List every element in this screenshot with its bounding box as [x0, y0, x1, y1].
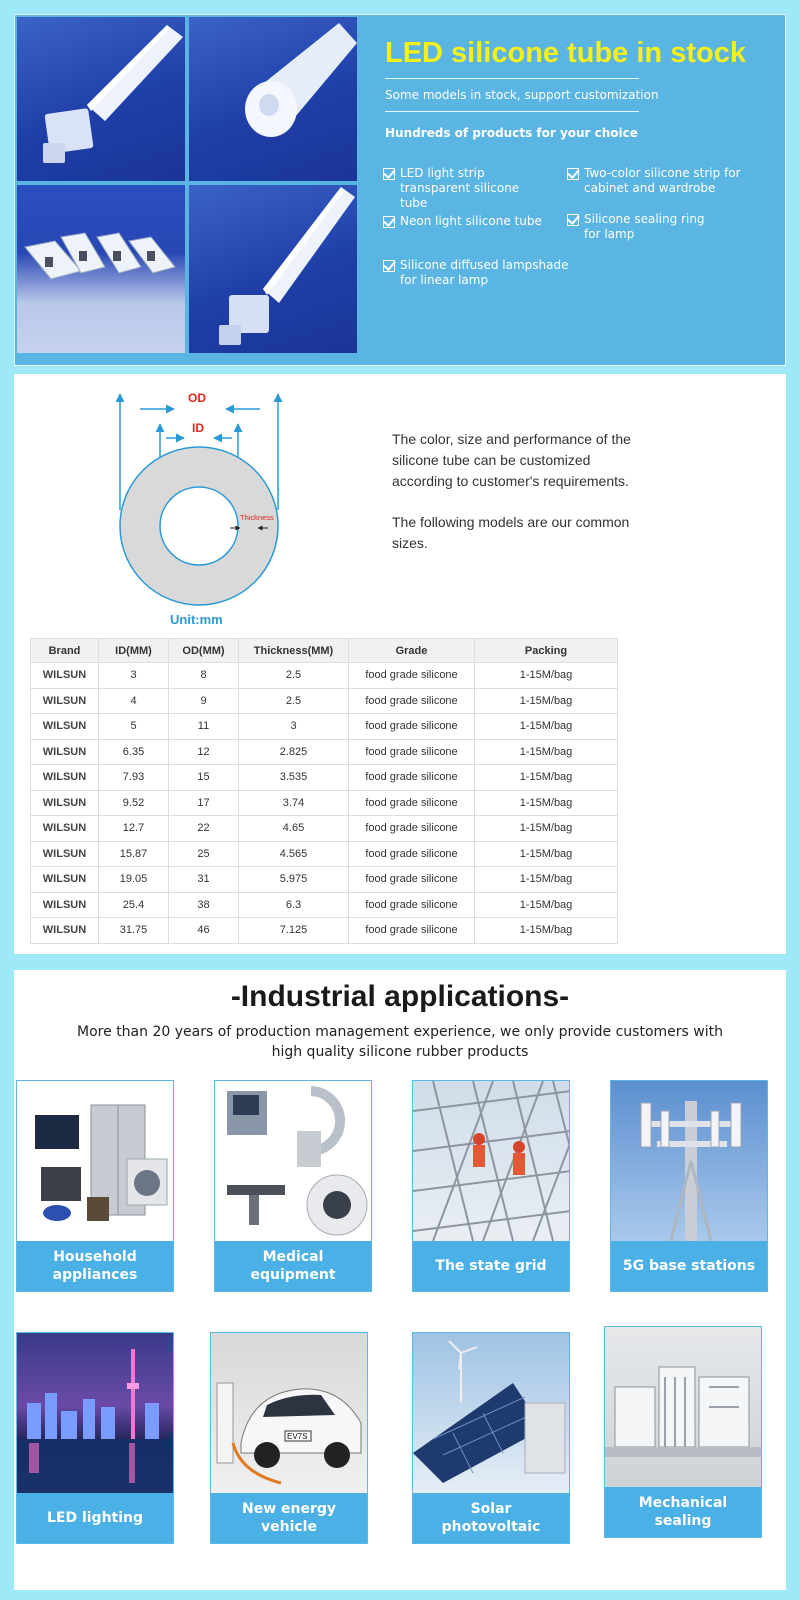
applications-section — [14, 970, 786, 1590]
cell-brand: WILSUN — [31, 867, 99, 893]
solar-photovoltaic-image — [413, 1333, 569, 1493]
cell-od: 9 — [169, 688, 239, 714]
checkbox-icon — [383, 216, 395, 228]
cell-thickness: 7.125 — [239, 918, 349, 944]
cell-id: 15.87 — [99, 841, 169, 867]
cell-id: 6.35 — [99, 739, 169, 765]
cell-od: 46 — [169, 918, 239, 944]
table-row — [31, 867, 618, 893]
card-label: 5G base stations — [611, 1241, 767, 1291]
product-photo-strip-with-cap — [17, 17, 185, 181]
cell-brand: WILSUN — [31, 918, 99, 944]
cell-grade: food grade silicone — [349, 739, 475, 765]
card-label: Solar photovoltaic — [413, 1493, 569, 1543]
cell-thickness: 2.5 — [239, 663, 349, 689]
cell-od: 11 — [169, 714, 239, 740]
feature-item — [567, 212, 714, 242]
5g-base-stations-image — [611, 1081, 767, 1241]
new-energy-vehicle-image — [211, 1333, 367, 1493]
cell-id: 12.7 — [99, 816, 169, 842]
cell-id: 31.75 — [99, 918, 169, 944]
cell-grade: food grade silicone — [349, 688, 475, 714]
feature-label: Silicone diffused lampshade for linear lamp — [400, 258, 569, 287]
cell-grade: food grade silicone — [349, 790, 475, 816]
cell-od: 38 — [169, 892, 239, 918]
table-row — [31, 841, 618, 867]
household-appliances-image — [17, 1081, 173, 1241]
spec-description — [392, 429, 632, 574]
table-row — [31, 765, 618, 791]
cell-thickness: 3.535 — [239, 765, 349, 791]
cell-od: 22 — [169, 816, 239, 842]
cell-od: 12 — [169, 739, 239, 765]
cell-brand: WILSUN — [31, 714, 99, 740]
cell-brand: WILSUN — [31, 790, 99, 816]
feature-item — [383, 166, 550, 211]
header-id: ID(MM) — [99, 639, 169, 663]
cell-id: 7.93 — [99, 765, 169, 791]
app-card-solar-photovoltaic[interactable] — [412, 1332, 570, 1544]
cell-brand: WILSUN — [31, 841, 99, 867]
cell-id: 4 — [99, 688, 169, 714]
cell-thickness: 5.975 — [239, 867, 349, 893]
cell-brand: WILSUN — [31, 663, 99, 689]
cell-od: 17 — [169, 790, 239, 816]
cell-grade: food grade silicone — [349, 663, 475, 689]
cell-id: 25.4 — [99, 892, 169, 918]
cell-packing: 1-15M/bag — [475, 816, 618, 842]
table-row — [31, 892, 618, 918]
feature-label: Two-color silicone strip for cabinet and wardrobe — [584, 166, 741, 195]
cell-thickness: 3 — [239, 714, 349, 740]
specs-section — [14, 374, 786, 954]
cell-id: 5 — [99, 714, 169, 740]
cell-brand: WILSUN — [31, 765, 99, 791]
hero-tagline: Hundreds of products for your choice — [385, 126, 638, 140]
table-row — [31, 714, 618, 740]
cell-grade: food grade silicone — [349, 892, 475, 918]
header-thickness: Thickness(MM) — [239, 639, 349, 663]
app-card-medical-equipment[interactable] — [214, 1080, 372, 1292]
feature-item — [567, 166, 744, 196]
car-plate: EV7S — [287, 1432, 308, 1441]
table-row — [31, 816, 618, 842]
cell-id: 3 — [99, 663, 169, 689]
header-packing: Packing — [475, 639, 618, 663]
mechanical-sealing-image — [605, 1327, 761, 1487]
table-row — [31, 688, 618, 714]
cell-thickness: 2.825 — [239, 739, 349, 765]
header-brand: Brand — [31, 639, 99, 663]
size-table-body — [31, 663, 618, 944]
cell-brand: WILSUN — [31, 688, 99, 714]
card-label: Household appliances — [17, 1241, 173, 1291]
feature-label: LED light strip transparent silicone tube — [400, 166, 520, 210]
spec-paragraph-1: The color, size and performance of the silicone tube can be customized according to customer's requirements. — [392, 431, 631, 489]
product-photo-profile-pieces — [17, 185, 185, 353]
led-lighting-image — [17, 1333, 173, 1493]
cell-od: 25 — [169, 841, 239, 867]
cell-packing: 1-15M/bag — [475, 841, 618, 867]
cell-od: 31 — [169, 867, 239, 893]
checkbox-icon — [567, 214, 579, 226]
card-label: New energy vehicle — [211, 1493, 367, 1543]
cell-packing: 1-15M/bag — [475, 918, 618, 944]
app-card-new-energy-vehicle[interactable] — [210, 1332, 368, 1544]
cell-packing: 1-15M/bag — [475, 739, 618, 765]
feature-label: Neon light silicone tube — [400, 214, 542, 228]
feature-item — [383, 258, 570, 288]
cell-thickness: 4.565 — [239, 841, 349, 867]
size-table — [30, 638, 618, 944]
cell-brand: WILSUN — [31, 739, 99, 765]
thickness-label: Thickness — [240, 513, 274, 522]
cell-id: 19.05 — [99, 867, 169, 893]
hero-title: LED silicone tube in stock — [385, 37, 746, 69]
od-label: OD — [188, 391, 206, 405]
cell-grade: food grade silicone — [349, 841, 475, 867]
table-row — [31, 663, 618, 689]
applications-title: -Industrial applications- — [230, 980, 570, 1013]
cell-grade: food grade silicone — [349, 867, 475, 893]
app-card-led-lighting[interactable] — [16, 1332, 174, 1544]
spec-paragraph-2: The following models are our common sizes. — [392, 514, 630, 551]
card-label: Mechanical sealing — [605, 1487, 761, 1537]
cell-thickness: 2.5 — [239, 688, 349, 714]
header-od: OD(MM) — [169, 639, 239, 663]
checkbox-icon — [383, 168, 395, 180]
checkbox-icon — [383, 260, 395, 272]
cell-thickness: 4.65 — [239, 816, 349, 842]
card-label: Medical equipment — [215, 1241, 371, 1291]
header-grade: Grade — [349, 639, 475, 663]
state-grid-image — [413, 1081, 569, 1241]
product-photo-neon-strip — [189, 185, 357, 353]
cell-packing: 1-15M/bag — [475, 688, 618, 714]
cell-grade: food grade silicone — [349, 765, 475, 791]
cell-packing: 1-15M/bag — [475, 714, 618, 740]
hero-subtitle: Some models in stock, support customization — [385, 88, 659, 102]
card-label: LED lighting — [17, 1493, 173, 1543]
tube-dimension-diagram — [110, 378, 300, 628]
checkbox-icon — [567, 168, 579, 180]
card-label: The state grid — [413, 1241, 569, 1291]
cell-thickness: 6.3 — [239, 892, 349, 918]
hero-divider-top — [385, 78, 639, 79]
cell-od: 15 — [169, 765, 239, 791]
cell-id: 9.52 — [99, 790, 169, 816]
cell-grade: food grade silicone — [349, 816, 475, 842]
id-label: ID — [192, 421, 204, 435]
hero-divider-bottom — [385, 111, 639, 112]
cell-packing: 1-15M/bag — [475, 790, 618, 816]
table-row — [31, 739, 618, 765]
cell-packing: 1-15M/bag — [475, 892, 618, 918]
product-photo-round-tube — [189, 17, 357, 181]
applications-subtitle: More than 20 years of production management experience, we only provide customers with high quality silicone rubber products — [77, 1024, 723, 1060]
cell-grade: food grade silicone — [349, 714, 475, 740]
unit-label: Unit:mm — [170, 612, 223, 627]
cell-grade: food grade silicone — [349, 918, 475, 944]
feature-label: Silicone sealing ring for lamp — [584, 212, 705, 241]
cell-packing: 1-15M/bag — [475, 663, 618, 689]
table-row — [31, 918, 618, 944]
app-card-5g-base-stations[interactable] — [610, 1080, 768, 1292]
cell-brand: WILSUN — [31, 892, 99, 918]
app-card-household-appliances[interactable] — [16, 1080, 174, 1292]
hero-banner — [14, 14, 786, 366]
table-header-row — [31, 639, 618, 663]
cell-od: 8 — [169, 663, 239, 689]
app-card-state-grid[interactable] — [412, 1080, 570, 1292]
feature-item — [383, 214, 550, 229]
table-row — [31, 790, 618, 816]
cell-packing: 1-15M/bag — [475, 867, 618, 893]
cell-brand: WILSUN — [31, 816, 99, 842]
app-card-mechanical-sealing[interactable] — [604, 1326, 762, 1538]
cell-thickness: 3.74 — [239, 790, 349, 816]
cell-packing: 1-15M/bag — [475, 765, 618, 791]
medical-equipment-image — [215, 1081, 371, 1241]
